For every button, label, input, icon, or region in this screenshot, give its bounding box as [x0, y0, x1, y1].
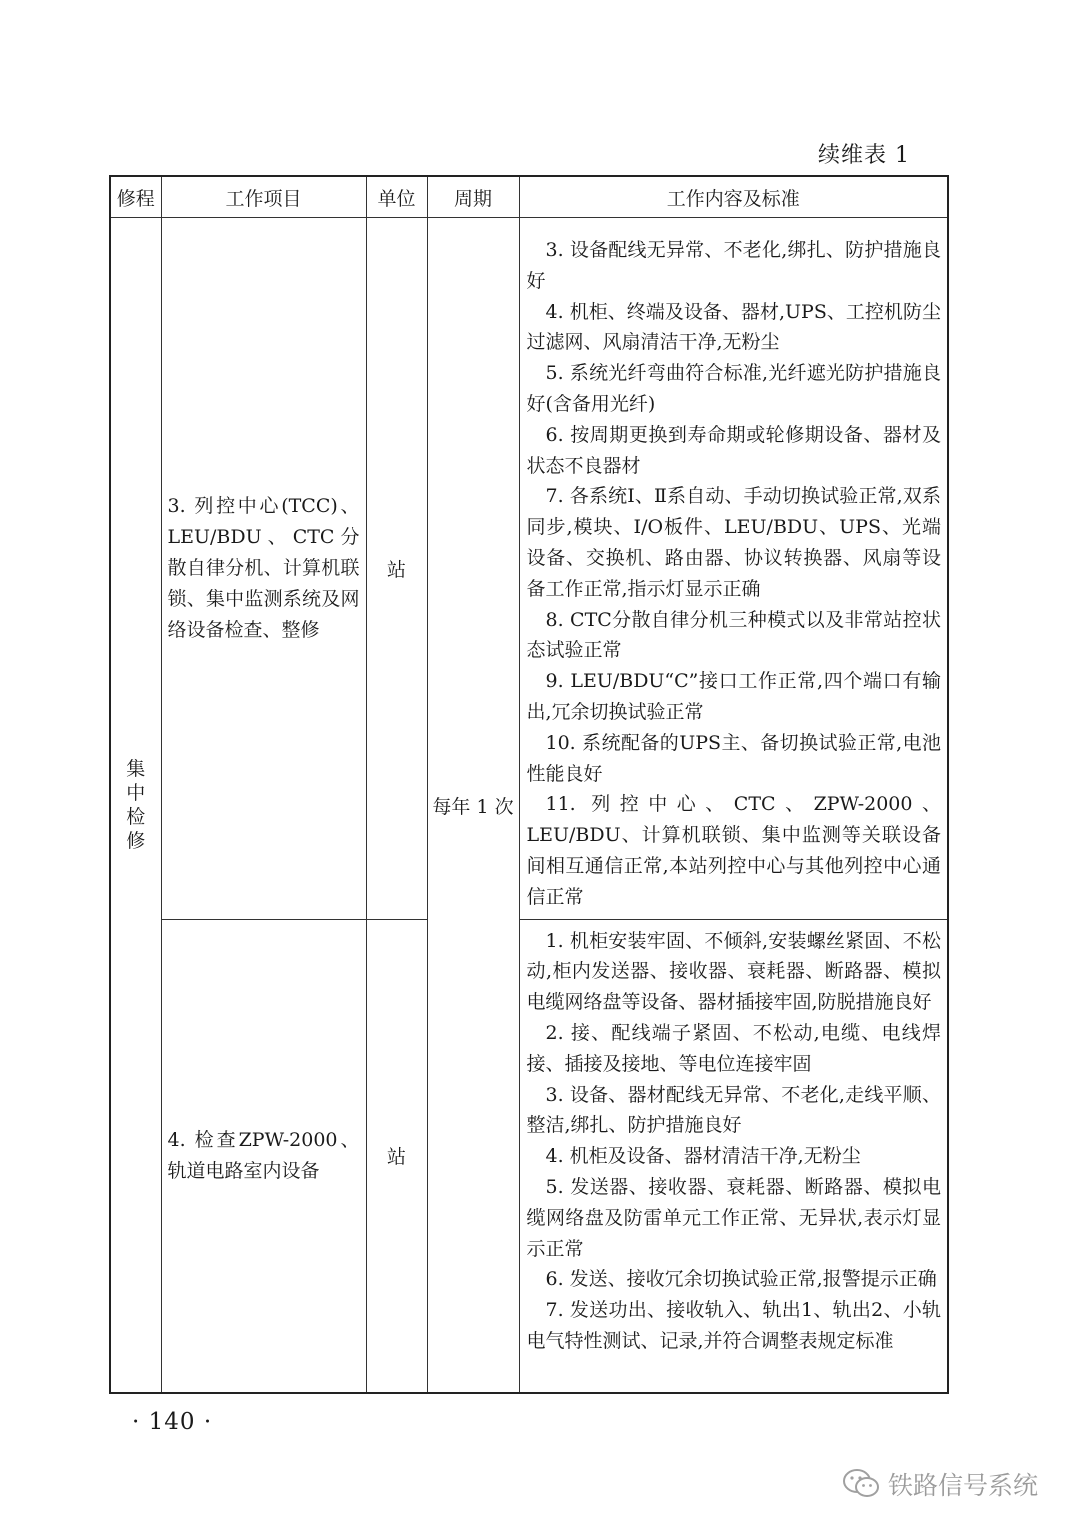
content-cell: [519, 919, 948, 1393]
content-item: 5. 系统光纤弯曲符合标准,光纤遮光防护措施良好(含备用光纤): [526, 362, 941, 415]
page-number: · 140 ·: [132, 1409, 213, 1435]
header-unit: 单位: [366, 176, 427, 218]
header-row: [110, 176, 948, 218]
content-item: 4. 机柜、终端及设备、器材,UPS、工控机防尘过滤网、风扇清洁干净,无粉尘: [526, 300, 941, 354]
header-rank: 修程: [110, 176, 161, 218]
item-cell: 4. 检查ZPW-2000、轨道电路室内设备: [161, 919, 366, 1393]
item-cell: 3. 列控中心(TCC)、LEU/BDU、CTC分散自律分机、计算机联锁、集中监测系统及网络设备检查、整修: [161, 218, 366, 920]
content-item: 6. 按周期更换到寿命期或轮修期设备、器材及状态不良器材: [526, 423, 941, 477]
header-content: 工作内容及标准: [519, 176, 948, 218]
table-row: [110, 218, 948, 920]
header-cycle: 周期: [427, 176, 519, 218]
rank-text: [111, 757, 161, 853]
wechat-icon: [842, 1468, 880, 1500]
content-item: 8. CTC分散自律分机三种模式以及非常站控状态试验正常: [526, 608, 941, 662]
content-item: 6. 发送、接收冗余切换试验正常,报警提示正确: [545, 1268, 937, 1291]
content-item: 3. 设备配线无异常、不老化,绑扎、防护措施良好: [526, 239, 941, 292]
content-item: 2. 接、配线端子紧固、不松动,电缆、电线焊接、插接及接地、等电位连接牢固: [526, 1021, 941, 1075]
unit-cell: 站: [366, 919, 427, 1393]
content-item: 4. 机柜及设备、器材清洁干净,无粉尘: [545, 1145, 861, 1168]
maintenance-table: [109, 175, 949, 1394]
rank-cell: [110, 218, 161, 1394]
table-row: [110, 919, 948, 1393]
unit-cell: 站: [366, 218, 427, 920]
watermark: [842, 1466, 1038, 1502]
rank-char: 修: [126, 830, 146, 852]
content-item: 7. 发送功出、接收轨入、轨出1、轨出2、小轨电气特性测试、记录,并符合调整表规定标准: [526, 1299, 941, 1352]
content-item: 10. 系统配备的UPS主、备切换试验正常,电池性能良好: [526, 731, 941, 785]
content-item: 11. 列控中心、CTC、ZPW-2000、LEU/BDU、计算机联锁、集中监测等关联设备间相互通信正常,本站列控中心与其他列控中心通信正常: [526, 793, 941, 908]
rank-char: 检: [126, 806, 146, 828]
rank-char: 集: [126, 758, 146, 780]
content-item: 9. LEU/BDU“C”接口工作正常,四个端口有输出,冗余切换试验正常: [526, 670, 941, 723]
rank-char: 中: [126, 782, 146, 804]
content-item: 1. 机柜安装牢固、不倾斜,安装螺丝紧固、不松动,柜内发送器、接收器、衰耗器、断路器、模拟电缆网络盘等设备、器材插接牢固,防脱措施良好: [526, 929, 941, 1014]
table-caption: 续维表 1: [818, 143, 910, 168]
watermark-text: 铁路信号系统: [888, 1471, 1039, 1500]
content-item: 3. 设备、器材配线无异常、不老化,走线平顺、整洁,绑扎、防护措施良好: [526, 1083, 941, 1137]
header-item: 工作项目: [161, 176, 366, 218]
content-cell: [519, 218, 948, 920]
content-item: 5. 发送器、接收器、衰耗器、断路器、模拟电缆网络盘及防雷单元工作正常、无异状,表示灯显示正常: [526, 1175, 941, 1260]
content-item: 7. 各系统Ⅰ、Ⅱ系自动、手动切换试验正常,双系同步,模块、I/O板件、LEU/BDU、UPS、光端设备、交换机、路由器、协议转换器、风扇等设备工作正常,指示灯显示正确: [526, 485, 941, 600]
cycle-cell: 每年 1 次: [427, 218, 519, 1394]
